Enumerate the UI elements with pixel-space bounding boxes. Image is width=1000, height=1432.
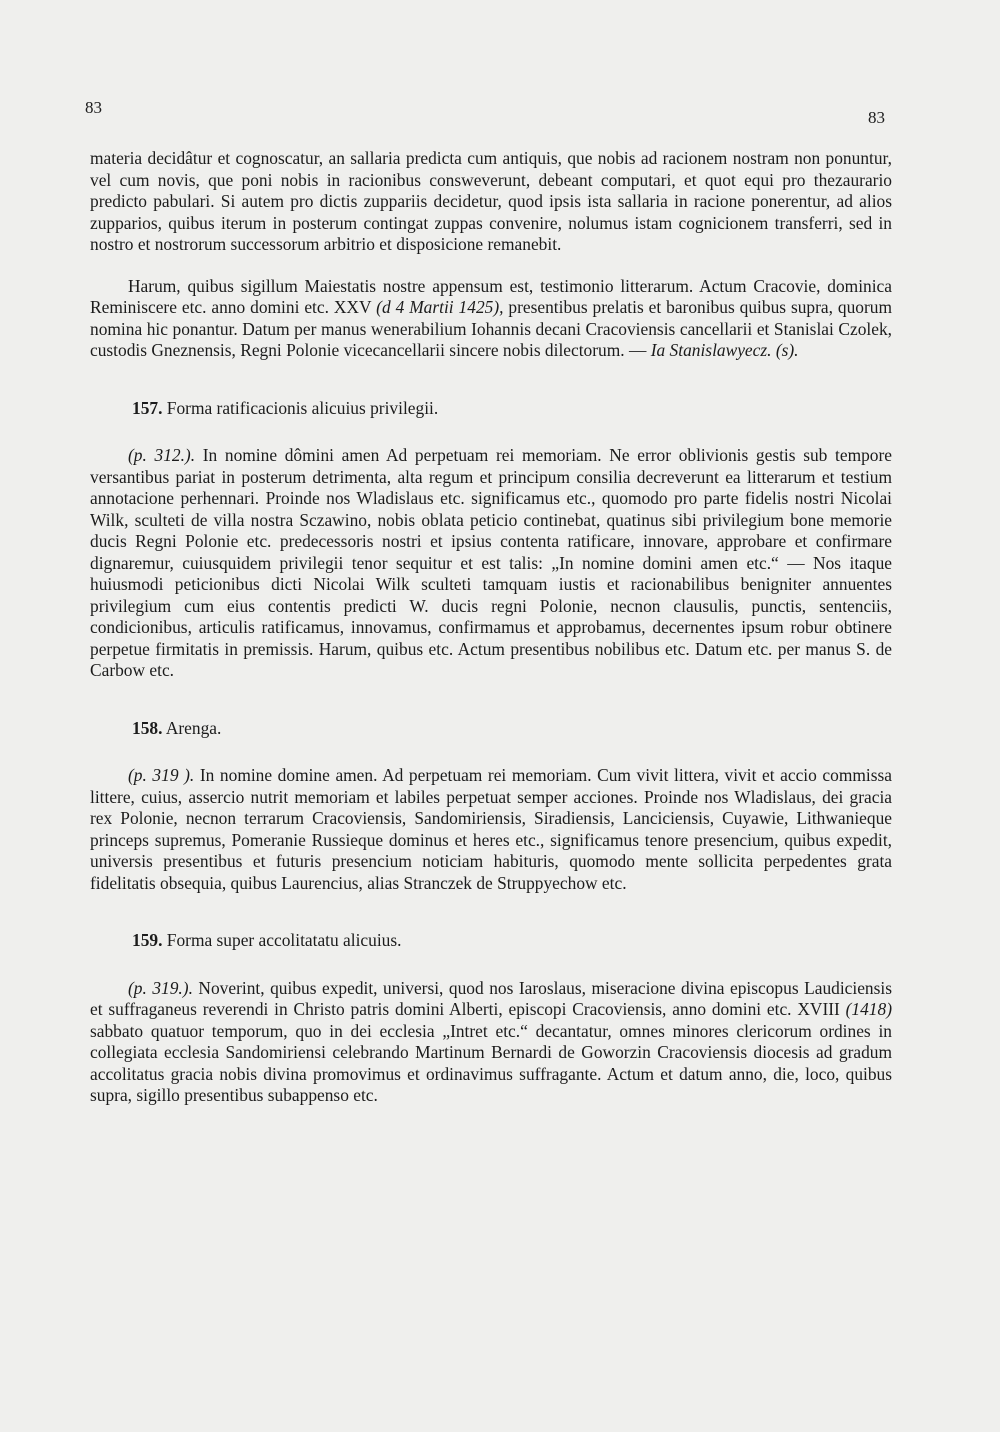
section-159-text — [90, 978, 892, 1107]
paragraph-continuation: materia decidâtur et cognoscatur, an sallaria predicta cum antiquis, que nobis ad racionem nostram non ponuntur, vel cum novis, que poni nobis in racionibus consweverunt, debeant computari, et quot equi pro thezaurario predicto pabulari. Si autem pro dictis zuppariis decidetur, quod ipsis ista sallaria in racione ponerentur, ad alios zupparios, quibus iterum in posterum contingat zuppas convenire, nolumus istam cognicionem transferri, sed in nostro et nostrorum successorum arbitrio et disposicione remanebit. — [90, 148, 892, 254]
section-158-body: In nomine domine amen. Ad perpetuam rei memoriam. Cum vivit littera, vivit et accio commissa littere, cuius, assercio nutrit memoriam et labiles perpetuat semper acciones. Proinde nos Wladislaus, dei gracia rex Polonie, necnon terrarum Cracoviensis, Sandomiriensis, Siradiensis, Lanciciensis, Cuyawie, Lithwanieque princeps supremus, Pomeranie Russieque dominus et heres etc., significamus tenore presencium, quibus expedit, universis presentibus et futuris presencium noticiam habituris, quomodo mente sollicita perpedentes grata fidelitatis obsequia, quibus Laurencius, alias Stranczek de Struppyechow etc. — [90, 765, 892, 893]
harum-text-2: presentibus prelatis et baronibus quibus supra, quorum nomina hic ponantur. Datum per manus wenerabilium Iohannis decani Cracoviensis cancellarii et Stanislai Czolek, custodis Gneznensis, Regni Polonie vicecancellarii sincere nobis dilectorum. — — [90, 297, 892, 360]
section-159-body-1: Noverint, quibus expedit, universi, quod nos Iaroslaus, miseracione divina episcopus Laudiciensis et suffraganeus reverendi in Christo patris domini Alberti, episcopi Cracoviensis, anno domini etc. XVIII — [90, 977, 892, 1019]
page-number-left: 83 — [85, 98, 102, 117]
section-159-title: Forma super accolitatatu alicuius. — [162, 930, 402, 950]
section-157-number: 157. — [132, 397, 163, 418]
section-157-title: Forma ratificacionis alicuius privilegii. — [162, 397, 439, 418]
harum-signature: Ia Stanislawyecz. (s). — [650, 340, 799, 360]
section-157-ref: (p. 312.). — [128, 445, 196, 465]
document-body — [90, 148, 892, 1107]
section-157-heading — [90, 398, 892, 420]
section-158-heading — [90, 718, 892, 740]
section-158-title: Arenga. — [162, 717, 222, 738]
harum-text-1: Harum, quibus sigillum Maiestatis nostre appensum est, testimonio litterarum. Actum Cracovie, dominica Reminiscere etc. anno domini etc. XXV — [90, 275, 892, 317]
paragraph-harum — [90, 276, 892, 362]
section-159-ref: (p. 319.). — [128, 977, 193, 998]
section-159-body-2: sabbato quatuor temporum, quo in dei ecclesia „Intret etc.“ decantatur, omnes minores clericorum ordines in collegiata ecclesia Sandomiriensi celebrando Martinum Bernardi de Goworzin Cracoviensis diocesis ad gradum accolitatus gracia nobis divina promovimus et ordinavimus suffragante. Actum et datum anno, die, loco, quibus supra, sigillo presentibus subappenso etc. — [90, 1020, 892, 1105]
section-159-heading — [90, 930, 892, 952]
page-number-right: 83 — [868, 108, 885, 127]
harum-date: (d 4 Martii 1425), — [376, 297, 504, 317]
section-158-number: 158. — [132, 717, 163, 738]
section-157-body: In nomine dômini amen Ad perpetuam rei memoriam. Ne error oblivionis gestis sub tempore versantibus pariat in posterum detrimenta, alta regum et principum consilia decreverunt ea litterarum et testium annotacione perhennari. Proinde nos Wladislaus etc. significamus etc., quomodo pro parte fidelis nostri Nicolai Wilk, sculteti de villa nostra Sczawino, nobis oblata peticio continebat, quatinus sibi privilegium bone memorie ducis Regni Polonie etc. predecessoris nostri et ipsius contenta ratificare, innovare, approbare et confirmare dignaremur, cuiusquidem privilegii tenor sequitur et est talis: „In nomine domini amen etc.“ — Nos itaque huiusmodi peticionibus dicti Nicolai Wilk sculteti tamquam iustis et racionabilibus benigniter annuentes privilegium cum eius contentis predicti W. ducis regni Polonie, necnon clausulis, punctis, sentenciis, condicionibus, articulis ratificamus, innovamus, confirmamus et approbamus, decernentes ipsum robur obtinere perpetue firmitatis in premissis. Harum, quibus etc. Actum presentibus nobilibus etc. Datum etc. per manus S. de Carbow etc. — [90, 445, 892, 680]
section-159-number: 159. — [132, 930, 163, 950]
section-159-year: (1418) — [845, 999, 892, 1019]
section-157-text — [90, 445, 892, 682]
section-158-ref: (p. 319 ). — [128, 765, 195, 785]
section-158-text — [90, 765, 892, 894]
